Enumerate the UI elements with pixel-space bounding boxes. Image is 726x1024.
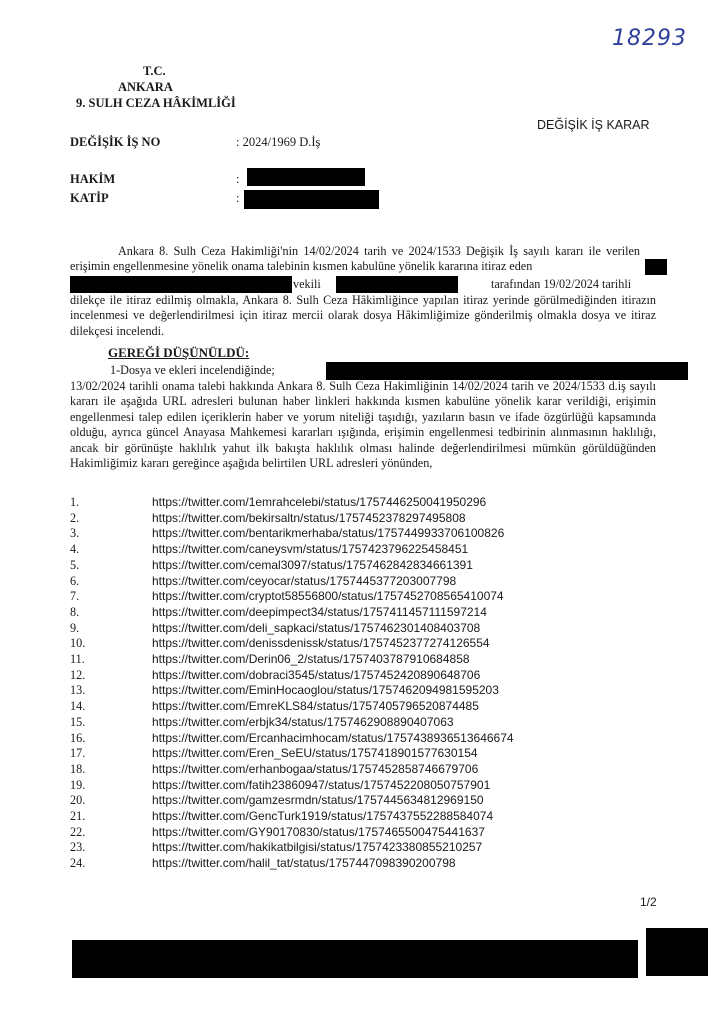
url-item-link[interactable]: https://twitter.com/GY90170830/status/1757465500475441637: [152, 824, 485, 839]
url-item-link[interactable]: https://twitter.com/hakikatbilgisi/status/1757423380855210257: [152, 840, 483, 855]
court-country: T.C.: [143, 64, 166, 78]
url-item-link[interactable]: https://twitter.com/deli_sapkaci/status/1757462301408403708: [152, 620, 481, 635]
url-item-number: 22.: [70, 824, 86, 839]
url-item-number: 20.: [70, 793, 86, 808]
url-item-link[interactable]: https://twitter.com/Derin06_2/status/1757403787910684858: [152, 652, 470, 666]
clerk-label: KATİP: [70, 191, 109, 205]
url-item-number: 16.: [70, 730, 86, 745]
url-item-link[interactable]: https://twitter.com/bentarikmerhaba/status/1757449933706100826: [152, 526, 505, 541]
url-item-number: 13.: [70, 683, 86, 698]
judge-colon: :: [236, 172, 240, 186]
judge-label: HAKİM: [70, 172, 116, 186]
url-item-number: 4.: [70, 542, 80, 557]
url-item-link[interactable]: https://twitter.com/EmreKLS84/status/1757405796520874485: [152, 699, 479, 714]
url-item-link[interactable]: https://twitter.com/Ercanhacimhocam/status/1757438936513646674: [152, 730, 514, 745]
clerk-colon: :: [236, 191, 240, 205]
url-item-number: 19.: [70, 777, 86, 792]
section-heading: GEREĞİ DÜŞÜNÜLDÜ:: [108, 345, 250, 360]
url-item-link[interactable]: https://twitter.com/deepimpect34/status/1757411457111597214: [152, 604, 487, 619]
url-item-link[interactable]: https://twitter.com/cemal3097/status/1757462842834661391: [152, 557, 473, 572]
url-item-number: 18.: [70, 761, 86, 776]
url-item-number: 8.: [70, 604, 80, 619]
intro-date-text: tarafından 19/02/2024 tarihli: [491, 277, 632, 291]
url-item-link[interactable]: https://twitter.com/ceyocar/status/1757445377203007798: [152, 573, 457, 588]
url-item-number: 14.: [70, 699, 86, 714]
body-lead: 1-Dosya ve ekleri incelendiğinde;: [110, 363, 275, 377]
url-item-link[interactable]: https://twitter.com/caneysvm/status/1757423796225458451: [152, 542, 469, 557]
url-item-number: 7.: [70, 589, 80, 604]
url-item-link[interactable]: https://twitter.com/Eren_SeEU/status/1757418901577630154: [152, 746, 478, 761]
redacted-judge-name: [247, 168, 365, 186]
url-item-link[interactable]: https://twitter.com/1emrahcelebi/status/1757446250041950296: [152, 495, 487, 509]
url-item-number: 15.: [70, 714, 86, 729]
case-number-label: DEĞİŞİK İŞ NO: [70, 135, 161, 149]
intro-paragraph-part2: dilekçe ile itiraz edilmiş olmakla, Ankara 8. Sulh Ceza Hâkimliğince yapılan itiraz yerinde görülmediğinden itirazın incelenmesi ve değerlendirilmesi için itiraz mercii olarak dosya Hâkimliğimize gönderilmiş olmakla dosya ve itiraz dilekçesi incelendi.: [70, 293, 656, 338]
intro-vekili: vekili: [293, 277, 321, 291]
url-item-link[interactable]: https://twitter.com/erhanbogaa/status/1757452858746679706: [152, 761, 479, 776]
url-item-number: 1.: [70, 495, 80, 509]
url-item-number: 23.: [70, 840, 86, 855]
url-item-number: 11.: [70, 652, 85, 666]
court-name: 9. SULH CEZA HÂKİMLİĞİ: [76, 96, 236, 110]
redacted-appellant-name: [70, 276, 292, 293]
redacted-footer-block: [646, 928, 708, 976]
url-item-number: 9.: [70, 620, 80, 635]
url-item-link[interactable]: https://twitter.com/halil_tat/status/1757447098390200798: [152, 856, 456, 871]
body-paragraph: 13/02/2024 tarihli onama talebi hakkında Ankara 8. Sulh Ceza Hakimliğinin 14/02/2024 tarih ve 2024/1533 d.iş sayılı kararı ile aşağıda URL adresleri bulunan haber linkleri hakkında kısmen kabulüne yönelik karar verildiği, erişimin engellenmesi talep edilen içeriklerin haber ve yorum niteliği taşıdığı, yazıların basın ve ifade özgürlüğü kapsamında olduğu, ayrıca güncel Anayasa Mahkemesi kararları ışığında, erişimin engellenmesi tedbirinin alınmasının haklılığı, ancak bir görünüşte haklılık yahut ilk bakışta haklılık olması halinde değerlendirilmesi mümkün görüldüğünden Hakimliğimiz kararı gereğince aşağıda belirtilen URL adresleri yönünden,: [70, 379, 656, 471]
redacted-details: [326, 362, 688, 380]
url-item-link[interactable]: https://twitter.com/GencTurk1919/status/1757437552288584074: [152, 809, 494, 823]
redacted-appellant: [645, 259, 667, 275]
redacted-clerk-name: [244, 190, 379, 209]
url-item-number: 24.: [70, 856, 86, 871]
url-item-link[interactable]: https://twitter.com/denissdenissk/status/1757452377274126554: [152, 636, 490, 651]
url-item-number: 5.: [70, 557, 80, 572]
url-item-link[interactable]: https://twitter.com/gamzesrmdn/status/1757445634812969150: [152, 793, 484, 808]
redacted-attorney-name: [336, 276, 458, 293]
url-item-number: 10.: [70, 636, 86, 651]
url-item-number: 12.: [70, 667, 86, 682]
court-city: ANKARA: [118, 80, 173, 94]
url-item-link[interactable]: https://twitter.com/EminHocaoglou/status/1757462094981595203: [152, 683, 499, 698]
url-item-number: 17.: [70, 746, 86, 761]
redacted-footer: [72, 940, 638, 978]
url-item-link[interactable]: https://twitter.com/fatih23860947/status/1757452208050757901: [152, 777, 491, 792]
url-item-number: 2.: [70, 510, 80, 525]
url-item-number: 3.: [70, 526, 80, 541]
intro-paragraph-part1: Ankara 8. Sulh Ceza Hakimliği'nin 14/02/2024 tarih ve 2024/1533 Değişik İş sayılı kararı ile verilen erişimin engellenmesine yönelik onama talebinin kısmen kabulüne yönelik kararına itiraz eden: [70, 244, 640, 274]
handwritten-document-number: 18293: [612, 26, 687, 51]
case-number-value: : 2024/1969 D.İş: [236, 135, 321, 149]
url-item-number: 6.: [70, 573, 80, 588]
document-type: DEĞİŞİK İŞ KARAR: [537, 118, 650, 132]
url-item-link[interactable]: https://twitter.com/bekirsaltn/status/1757452378297495808: [152, 510, 466, 525]
url-item-link[interactable]: https://twitter.com/dobraci3545/status/1757452420890648706: [152, 667, 481, 682]
url-item-link[interactable]: https://twitter.com/cryptot58556800/status/1757452708565410074: [152, 589, 504, 604]
url-item-number: 21.: [70, 809, 86, 823]
url-item-link[interactable]: https://twitter.com/erbjk34/status/1757462908890407063: [152, 714, 454, 729]
page-number: 1/2: [640, 895, 657, 909]
